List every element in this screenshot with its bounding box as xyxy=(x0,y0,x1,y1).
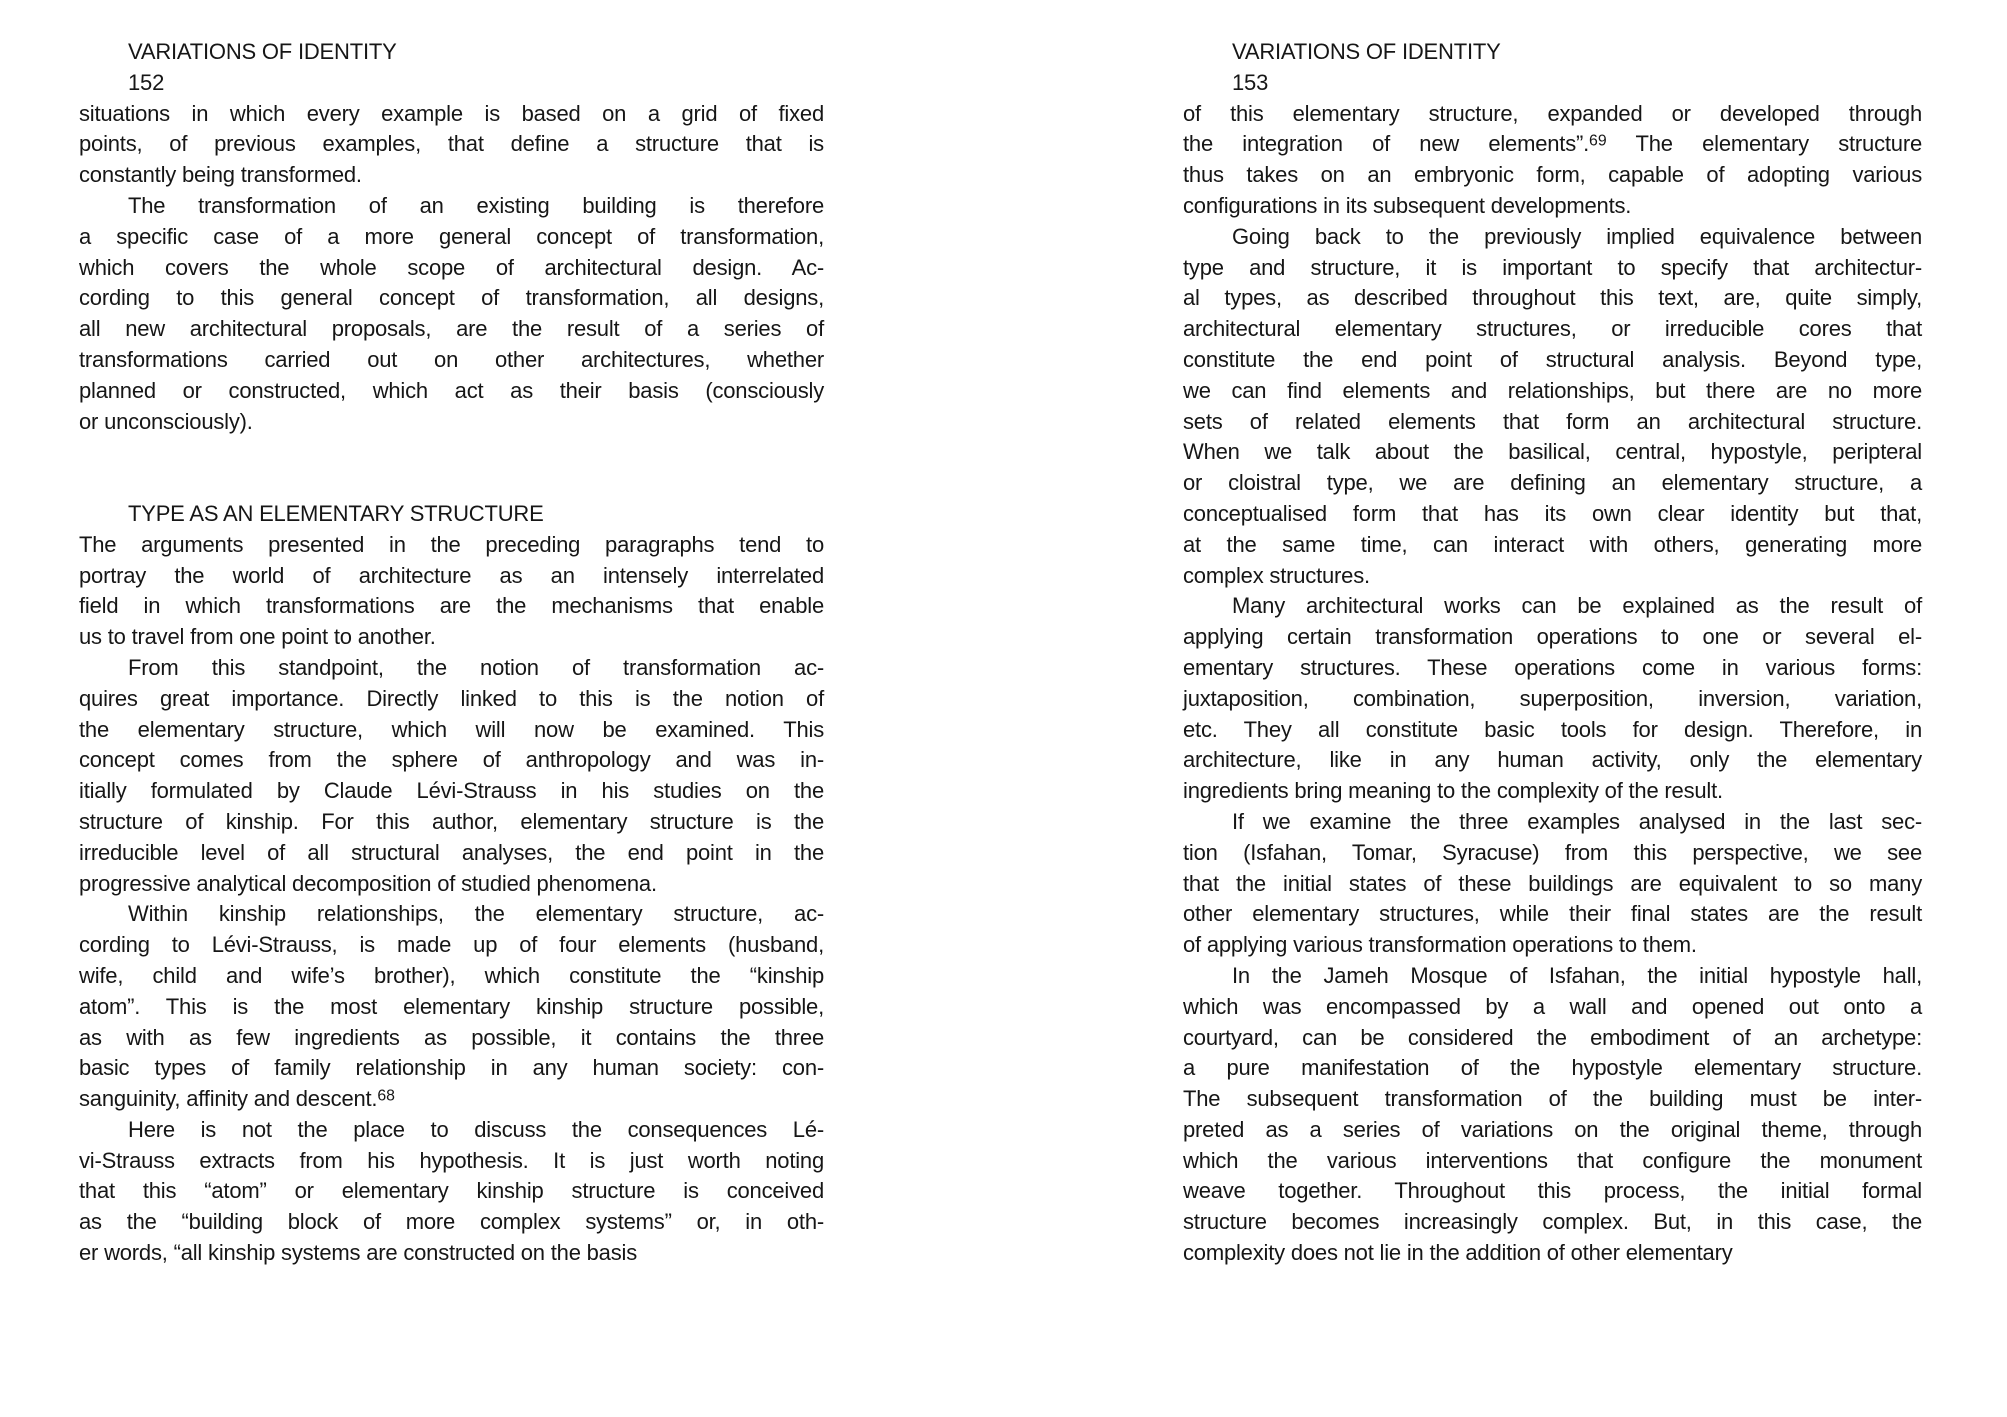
text-line: concept comes from the sphere of anthropology and was in- xyxy=(79,747,824,773)
text-line: etc. They all constitute basic tools for design. Therefore, in xyxy=(1183,716,1922,742)
text-line: transformations carried out on other architectures, whether xyxy=(79,346,824,372)
text-line: constitute the end point of structural analysis. Beyond type, xyxy=(1183,346,1922,372)
text-line: the elementary structure, which will now be examined. This xyxy=(79,716,824,742)
text-line: which was encompassed by a wall and opened out onto a xyxy=(1183,993,1922,1019)
text-line: configurations in its subsequent developments. xyxy=(1183,192,1632,218)
page-body xyxy=(79,99,824,1269)
text-line: architecture, like in any human activity, only the elementary xyxy=(1183,747,1922,773)
page-number: 153 xyxy=(1232,69,1269,95)
text-line: er words, “all kinship systems are constructed on the basis xyxy=(79,1240,637,1266)
text-line: which the various interventions that configure the monument xyxy=(1183,1147,1922,1173)
text-line: The subsequent transformation of the building must be inter- xyxy=(1183,1086,1922,1112)
text-line: of applying various transformation operations to them. xyxy=(1183,932,1697,958)
text-line: sets of related elements that form an architectural structure. xyxy=(1183,408,1922,434)
text-line: applying certain transformation operations to one or several el- xyxy=(1183,624,1922,650)
text-line: preted as a series of variations on the original theme, through xyxy=(1183,1116,1922,1142)
text-line: Here is not the place to discuss the consequences Lé- xyxy=(128,1116,824,1142)
page-body xyxy=(1183,99,1922,1269)
text-line: irreducible level of all structural analyses, the end point in the xyxy=(79,839,824,865)
text-line: atom”. This is the most elementary kinship structure possible, xyxy=(79,993,824,1019)
text-line: tion (Isfahan, Tomar, Syracuse) from this perspective, we see xyxy=(1183,839,1922,865)
text-line: When we talk about the basilical, central, hypostyle, peripteral xyxy=(1183,439,1922,465)
footnote-ref: 68 xyxy=(377,1087,395,1105)
section-heading: TYPE AS AN ELEMENTARY STRUCTURE xyxy=(128,500,544,526)
text-line: architectural elementary structures, or irreducible cores that xyxy=(1183,316,1922,342)
text-line: type and structure, it is important to specify that architectur- xyxy=(1183,254,1922,280)
text-line: us to travel from one point to another. xyxy=(79,624,436,650)
text-line: at the same time, can interact with others, generating more xyxy=(1183,531,1922,557)
text-line: points, of previous examples, that define a structure that is xyxy=(79,131,824,157)
blank-lines xyxy=(79,437,824,499)
text-line: weave together. Throughout this process, the initial formal xyxy=(1183,1178,1922,1204)
text-line: or unconsciously). xyxy=(79,408,253,434)
text-line: quires great importance. Directly linked to this is the notion of xyxy=(79,685,824,711)
text-line: cording to Lévi-Strauss, is made up of four elements (husband, xyxy=(79,932,824,958)
text-line: juxtaposition, combination, superposition, inversion, variation, xyxy=(1183,685,1922,711)
text-line: as the “building block of more complex systems” or, in oth- xyxy=(79,1209,824,1235)
text-line: The arguments presented in the preceding paragraphs tend to xyxy=(79,531,824,557)
page-right xyxy=(1183,37,1922,1269)
text-line: al types, as described throughout this text, are, quite simply, xyxy=(1183,285,1922,311)
text-line: In the Jameh Mosque of Isfahan, the initial hypostyle hall, xyxy=(1232,962,1922,988)
page-number: 152 xyxy=(128,69,165,95)
text-line: Many architectural works can be explained as the result of xyxy=(1232,593,1922,619)
text-line: wife, child and wife’s brother), which constitute the “kinship xyxy=(79,962,824,988)
running-head: VARIATIONS OF IDENTITY xyxy=(128,39,397,64)
text-line: a specific case of a more general concept of transformation, xyxy=(79,223,824,249)
text-line: cording to this general concept of transformation, all designs, xyxy=(79,285,824,311)
text-line: the integration of new elements”.$^{69}$ The elementary structure xyxy=(1183,131,1922,157)
text-line: If we examine the three examples analysed in the last sec- xyxy=(1232,808,1922,834)
text-line: we can find elements and relationships, but there are no more xyxy=(1183,377,1922,403)
running-head: VARIATIONS OF IDENTITY xyxy=(1232,39,1501,64)
text-line: other elementary structures, while their final states are the result xyxy=(1183,901,1922,927)
text-line: thus takes on an embryonic form, capable of adopting various xyxy=(1183,162,1922,188)
text-line: as with as few ingredients as possible, it contains the three xyxy=(79,1024,824,1050)
page-left xyxy=(79,37,824,1269)
text-line: courtyard, can be considered the embodiment of an archetype: xyxy=(1183,1024,1922,1050)
text-line: itially formulated by Claude Lévi-Strauss in his studies on the xyxy=(79,778,824,804)
text-line: field in which transformations are the mechanisms that enable xyxy=(79,593,824,619)
text-line: Within kinship relationships, the elementary structure, ac- xyxy=(128,901,824,927)
text-line: that the initial states of these buildings are equivalent to so many xyxy=(1183,870,1922,896)
text-line: that this “atom” or elementary kinship structure is conceived xyxy=(79,1178,824,1204)
text-line: structure of kinship. For this author, elementary structure is the xyxy=(79,808,824,834)
text-line: conceptualised form that has its own clear identity but that, xyxy=(1183,500,1922,526)
text-line: ementary structures. These operations come in various forms: xyxy=(1183,654,1922,680)
text-line: or cloistral type, we are defining an elementary structure, a xyxy=(1183,470,1922,496)
text-line: complex structures. xyxy=(1183,562,1370,588)
text-line: complexity does not lie in the addition of other elementary xyxy=(1183,1240,1733,1266)
text-line: ingredients bring meaning to the complexity of the result. xyxy=(1183,778,1723,804)
text-line: planned or constructed, which act as their basis (consciously xyxy=(79,377,824,403)
text-line: progressive analytical decomposition of studied phenomena. xyxy=(79,870,657,896)
text-line: Going back to the previously implied equivalence between xyxy=(1232,223,1922,249)
footnote-ref: 69 xyxy=(1589,132,1607,150)
text-line: constantly being transformed. xyxy=(79,162,362,188)
text-line: of this elementary structure, expanded or developed through xyxy=(1183,100,1922,126)
text-line: which covers the whole scope of architectural design. Ac- xyxy=(79,254,824,280)
text-line: sanguinity, affinity and descent.$^{68}$ xyxy=(79,1086,395,1112)
text-line: The transformation of an existing building is therefore xyxy=(128,192,824,218)
text-line: portray the world of architecture as an intensely interrelated xyxy=(79,562,824,588)
text-line: all new architectural proposals, are the result of a series of xyxy=(79,316,824,342)
text-line: a pure manifestation of the hypostyle elementary structure. xyxy=(1183,1055,1922,1081)
text-line: vi-Strauss extracts from his hypothesis. It is just worth noting xyxy=(79,1147,824,1173)
text-line: From this standpoint, the notion of transformation ac- xyxy=(128,654,824,680)
text-line: basic types of family relationship in any human society: con- xyxy=(79,1055,824,1081)
text-line: structure becomes increasingly complex. But, in this case, the xyxy=(1183,1209,1922,1235)
text-line: situations in which every example is based on a grid of fixed xyxy=(79,100,824,126)
